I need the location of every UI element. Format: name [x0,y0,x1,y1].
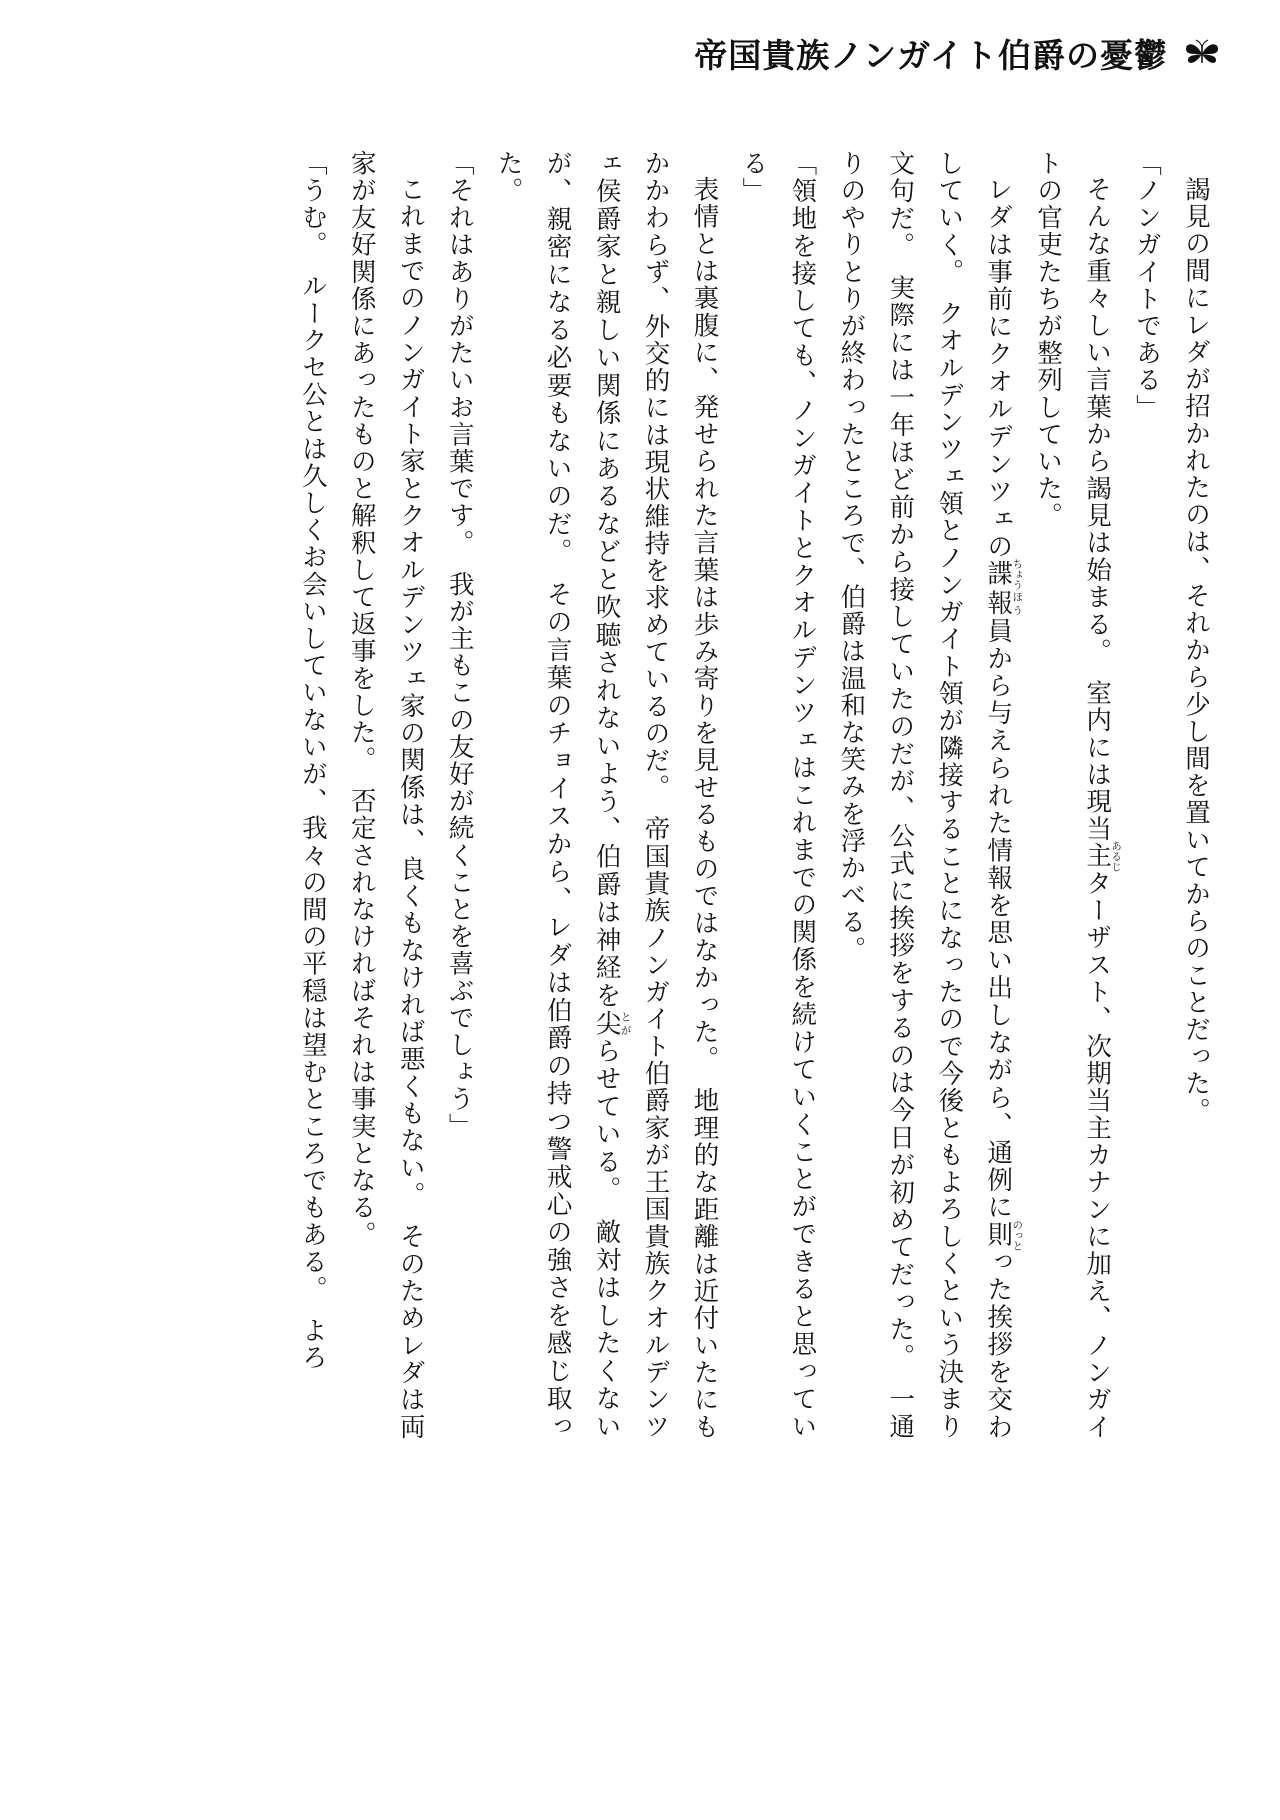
page-body [95,150,1220,1450]
ruby-annotation: 主あるじ [1082,839,1123,872]
paragraph: これまでのノンガイト家とクオルデンツェ家の関係は、良くもなければ悪くもない。 そのためレダは両家が友好関係にあったものと解釈して返事をした。 否定されなければそれは事実となる。 [346,150,426,1440]
paragraph: 「うむ。 ルークセ公とは久しくお会いしていないが、我々の間の平穏は望むところでもある。 よろ [297,150,328,1372]
vertical-text-column [95,150,1220,1440]
ruby-annotation: 報ほう [983,589,1024,617]
page-header [694,30,1222,77]
paragraph: そんな重々しい言葉から謁見は始まる。 室内には現当主あるじターザスト、次期当主カナンに加え、ノンガイトの官吏たちが整列していた。 [1033,150,1123,1440]
butterfly-ornament-icon [1182,34,1222,74]
ruby-annotation: 尖とが [591,1009,632,1038]
ruby-annotation: 諜ちょう [983,557,1024,590]
ruby-annotation: 則のっと [983,1218,1024,1251]
page-title: 帝国貴族ノンガイト伯爵の憂鬱 [694,36,1168,75]
paragraph: 表情とは裏腹に、発せられた言葉は歩み寄りを見せるものではなかった。 地理的な距離は近付いたにもかかわらず、外交的には現状維持を求めているのだ。 帝国貴族ノンガイト伯爵家が王国貴族クオルデンツェ侯爵家と親しい関係にあるなどと吹聴されないよう、伯爵は神経を尖とがらせている。 敵対はしたくないが、親密になる必要もないのだ。 その言葉のチョイスから、レダは伯爵の持つ警戒心の強さを感じ取った。 [493,150,720,1440]
paragraph: 謁見の間にレダが招かれたのは、それから少し間を置いてからのことだった。 [1181,175,1211,1124]
paragraph: 「ノンガイトである」 [1132,150,1163,421]
paragraph: レダは事前にクオルデンツェの諜ちょう報ほう員から与えられた情報を思い出しながら、通例に則のっとった挨拶を交わしていく。 クオルデンツェ領とノンガイト領が隣接することになったので今後ともよろしくという決まり文句だ。 実際には一年ほど前から接していたのだが、公式に挨拶をするのは今日が初めてだった。 一通りのやりとりが終わったところで、伯爵は温和な笑みを浮かべる。 [836,150,1024,1440]
paragraph: 「それはありがたいお言葉です。 我が主もこの友好が続くことを喜ぶでしょう」 [444,150,475,1140]
paragraph: 「領地を接しても、ノンガイトとクオルデンツェはこれまでの関係を続けていくことができると思っている」 [738,150,818,1440]
